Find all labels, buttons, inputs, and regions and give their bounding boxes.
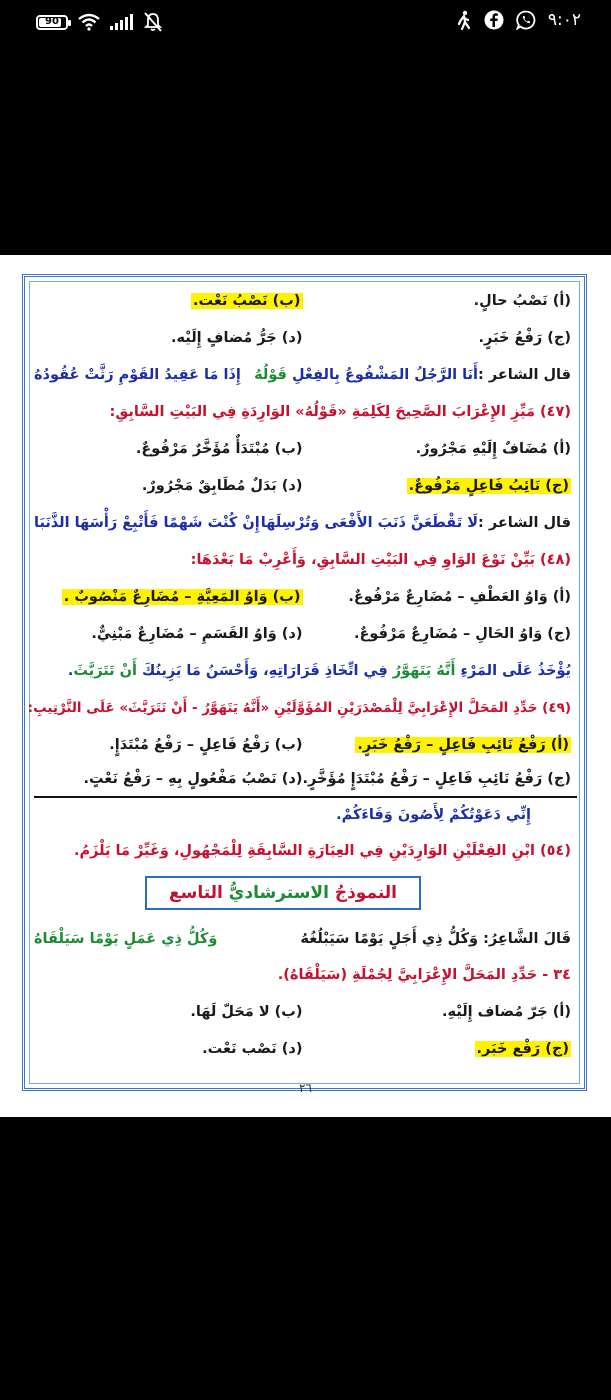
option-a-highlight: (أ) رَفْعُ نَائِبِ فَاعِلٍ – رَفْعُ خَبَرٍ. <box>357 737 569 753</box>
q48-options-row1 <box>34 589 571 619</box>
sentence-54: إِنِّي دَعَوْتُكُمْ لِأَصُونَ وَفَاءَكُمْ. <box>336 807 531 823</box>
option-c <box>475 1041 571 1057</box>
section-divider <box>34 796 577 798</box>
option-b-highlight: (ب) وَاوُ المَعِيَّةِ – مُضَارِعٌ مَنْصُوبٌ . <box>63 589 301 605</box>
poet-label: قال الشاعر : <box>478 367 571 383</box>
option-d: (د) نَصْب نَعْت. <box>202 1041 303 1057</box>
wifi-icon <box>78 13 100 31</box>
option-b: (ب) لا مَحَلّ لَهَا. <box>190 1004 303 1020</box>
option-c: (ج) رَفْعُ خَبَرٍ. <box>478 330 571 346</box>
status-left-icons <box>36 12 162 32</box>
clock-time: ٩:٠٢ <box>547 10 581 30</box>
q47-options-row2 <box>34 478 571 508</box>
option-c: (ج) رَفْعُ نَائِبِ فَاعِلٍ – رَفْعُ مُبْتَدَإٍ مُؤَخَّرٍ. <box>302 771 571 787</box>
option-d: (د) نَصْبُ مَفْعُولٍ بِهِ – رَفْعُ نَعْتٍ. <box>83 771 303 787</box>
passage-text: يُؤْخَذُ عَلَى المَرْءِ أَنَّهُ يَتَهَوَّرُ فِي اتِّخَاذِ قَرَارَاتِهِ، وَأَحْسَنُ مَا يَزِينُكَ أَنْ تَتَرَيَّثَ. <box>67 663 571 679</box>
verse-1-text: أَنَا الرَّجُلُ المَشْفُوعُ بِالفِعْلِ <box>286 367 479 383</box>
option-a: (أ) مُضَافٌ إِلَيْهِ مَجْرُورٌ. <box>415 441 571 457</box>
option-c: (ج) وَاوُ الحَالِ – مُضَارِعٌ مَرْفُوعٌ. <box>353 626 571 642</box>
battery-level: 90 <box>45 15 59 27</box>
page-number: ٢٦ <box>299 1081 312 1095</box>
verse-2-second-half: إِنْ كُنْتَ شَهْمًا فَأَتْبِعْ رَأْسَهَا الذَّنَبَا <box>34 515 260 531</box>
mute-icon <box>144 12 162 32</box>
option-d: (د) وَاوُ القَسَمِ – مُضَارِعٌ مَبْنِيٌّ. <box>91 626 303 642</box>
verse-2 <box>34 515 571 545</box>
verse-1-first-half <box>254 367 571 383</box>
option-c-highlight: (ج) رَفْع خَبَر. <box>476 1041 569 1057</box>
option-b-highlight: (ب) نَصْبُ نَعْت. <box>193 293 301 309</box>
status-bar <box>0 0 611 48</box>
battery-icon <box>36 15 68 30</box>
verse-3-second-half: وَكُلُّ ذِي عَمَلٍ يَوْمًا سَيَلْقَاهُ <box>34 931 218 947</box>
q46-options-row2 <box>34 330 571 360</box>
question-54: (٥٤) ابْنِ الفِعْلَيْنِ الوَارِدَيْنِ فِي العِبَارَةِ السَّابِقَةِ لِلْمَجْهُولِ، وَغَيِّرْ مَا يَلْزَمُ. <box>73 843 571 859</box>
verse-2-first-half: قال الشاعر :لَا تَقْطَعَنَّ ذَنَبَ الأَفْعَى وَتُرْسِلَهَا <box>260 515 571 531</box>
verse-3-first-half: قَالَ الشَّاعِرُ: وَكُلُّ ذِي أَجَلٍ يَوْمًا سَيَبْلُغُهُ <box>300 931 571 947</box>
q46-options-row1 <box>34 293 571 323</box>
option-c <box>407 478 571 494</box>
question-34: ٣٤ - حَدِّدِ المَحَلَّ الإِعْرَابِيَّ لِجُمْلَةِ (سَيَلْقَاهُ). <box>277 967 571 983</box>
option-d: (د) بَدَلٌ مُطَابِقٌ مَجْرُورٌ. <box>141 478 303 494</box>
passage-emphasis-1: أَنَّهُ يَتَهَوَّرُ <box>392 663 456 679</box>
q47-options-row1 <box>34 441 571 471</box>
option-b: (ب) مُبْتَدَأٌ مُؤَخَّرٌ مَرْفُوعٌ. <box>135 441 303 457</box>
whatsapp-icon <box>516 10 536 30</box>
passage-sentence <box>34 663 571 693</box>
verse-1-keyword: قَوْلُهُ <box>254 367 287 383</box>
q34-options-row2 <box>34 1041 571 1071</box>
option-b: (ب) رَفْعُ فَاعِلٍ – رَفْعُ مُبْتَدَإٍ. <box>109 737 303 753</box>
question-48: (٤٨) بَيِّنْ نَوْعَ الوَاوِ فِي البَيْتِ السَّابِقِ، وَأَعْرِبْ مَا بَعْدَهَا: <box>190 552 571 568</box>
signal-icon <box>110 14 134 30</box>
section-title: النموذجُ الاسترشاديُّ التاسع <box>145 876 421 910</box>
option-d: (د) جَرُّ مُضافٍ إِلَيْه. <box>171 330 303 346</box>
question-47: (٤٧) مَيِّزِ الإِعْرَابَ الصَّحِيحَ لِكَلِمَةِ «قَوْلُهُ» الوَارِدَةِ فِي البَيْتِ السَّابِقِ: <box>109 404 571 420</box>
option-a <box>355 737 571 753</box>
question-49: (٤٩) حَدِّدِ المَحَلَّ الإِعْرَابِيَّ لِلْمَصْدَرَيْنِ المُؤَوَّلَيْنِ «أَنَّهُ يَتَهَوَّرُ - أَنْ تَتَرَيَّثَ» عَلَى التَّرْتِيبِ: <box>27 700 571 716</box>
option-b <box>62 589 303 605</box>
option-a: (أ) وَاوُ العَطْفِ – مُضَارِعٌ مَرْفُوعٌ. <box>348 589 571 605</box>
verse-1 <box>34 367 571 397</box>
option-a: (أ) نَصْبُ حالٍ. <box>473 293 571 309</box>
status-right-icons <box>456 10 581 30</box>
option-a: (أ) جَرّ مُضاف إِلَيْهِ. <box>441 1004 571 1020</box>
option-b <box>191 293 303 309</box>
verse-3 <box>34 931 571 961</box>
passage-emphasis-2: أَنْ تَتَرَيَّثَ <box>73 663 137 679</box>
q49-options-row1 <box>34 737 571 767</box>
walking-icon <box>456 10 472 30</box>
q34-options-row1 <box>34 1004 571 1034</box>
verse-1-second-half: إِذَا مَا عَقِيدُ القَوْمِ رَثَّتْ عُقُودُهُ <box>34 367 241 383</box>
document-page <box>0 255 611 1117</box>
facebook-icon <box>484 10 504 30</box>
q48-options-row2 <box>34 626 571 656</box>
option-c-highlight: (ج) نَائِبُ فَاعِلٍ مَرْفُوعٌ. <box>408 478 569 494</box>
poet-label: قال الشاعر : <box>478 515 571 531</box>
